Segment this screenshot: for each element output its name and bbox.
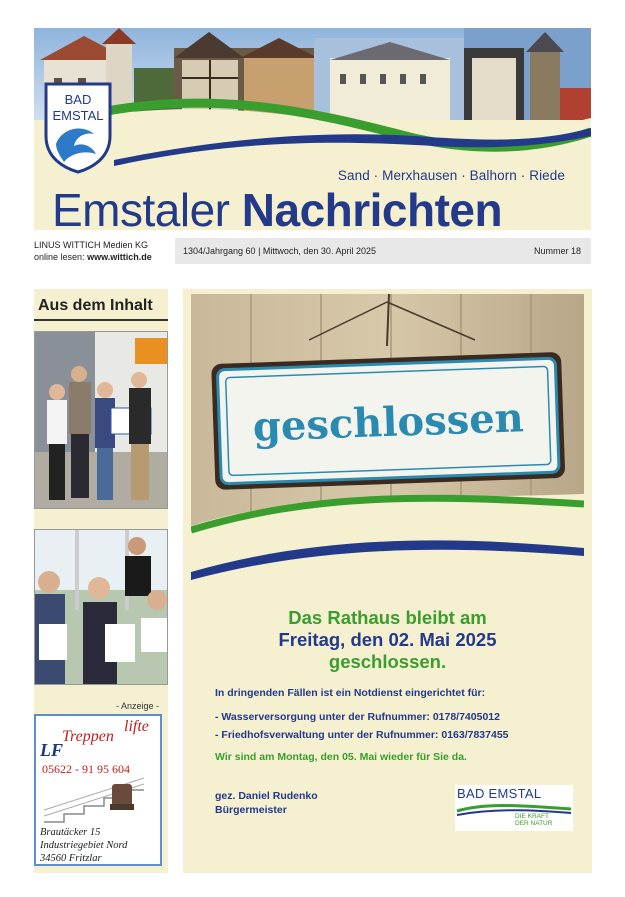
closed-sign-image bbox=[191, 294, 584, 604]
main-article bbox=[183, 289, 592, 873]
sidebar-photo-donation[interactable] bbox=[34, 331, 168, 509]
logo-wave-icon bbox=[455, 801, 573, 817]
online-url-link[interactable]: www.wittich.de bbox=[87, 252, 152, 262]
newspaper-title bbox=[52, 183, 502, 230]
ad-brand-lf: LF bbox=[40, 740, 64, 760]
issue-box bbox=[175, 238, 591, 264]
issue-number: Nummer 18 bbox=[533, 246, 581, 256]
issue-info-bar bbox=[34, 238, 591, 264]
publisher-box bbox=[34, 238, 174, 264]
title-part1: Emstaler bbox=[52, 184, 230, 230]
service-cemetery: - Friedhofsverwaltung unter der Rufnummer: 0163/7837455 bbox=[215, 729, 509, 741]
headline-line3: geschlossen. bbox=[328, 651, 447, 672]
ad-address bbox=[40, 826, 127, 865]
publisher-name: LINUS WITTICH Medien KG bbox=[34, 240, 149, 250]
signature bbox=[215, 789, 318, 817]
village-list: Sand · Merxhausen · Balhorn · Riede bbox=[337, 168, 565, 183]
crest-line1: BAD bbox=[64, 92, 92, 107]
ad-brand-lifte: lifte bbox=[124, 718, 149, 735]
stairlift-illustration bbox=[40, 776, 160, 826]
sign-text: geschlossen bbox=[252, 394, 525, 451]
ad-phone: 05622 - 91 95 604 bbox=[42, 762, 130, 776]
ad-brand-treppen: Treppen bbox=[62, 728, 114, 745]
bad-emstal-logo bbox=[455, 785, 573, 831]
masthead bbox=[34, 28, 591, 230]
ad-address-line: Brautäcker 15 bbox=[40, 827, 101, 838]
title-part2: Nachrichten bbox=[241, 184, 503, 230]
logo-tagline bbox=[515, 813, 552, 827]
treppenlifte-advertisement[interactable] bbox=[34, 714, 162, 866]
online-prefix: online lesen: bbox=[34, 252, 85, 262]
logo-name: BAD EMSTAL bbox=[457, 786, 542, 801]
sidebar-photo-students[interactable] bbox=[34, 529, 168, 685]
issue-info: 1304/Jahrgang 60 | Mittwoch, den 30. April 2025 bbox=[183, 246, 376, 256]
logo-tagline-line: DER NATUR bbox=[515, 820, 553, 827]
headline bbox=[183, 607, 592, 673]
service-water: - Wasserversorgung unter der Rufnummer: 0178/7405012 bbox=[215, 711, 500, 723]
ad-address-line: 34560 Fritzlar bbox=[40, 853, 102, 864]
sign-board bbox=[211, 352, 565, 490]
headline-line1: Das Rathaus bleibt am bbox=[288, 607, 487, 628]
headline-line2: Freitag, den 02. Mai 2025 bbox=[278, 629, 497, 650]
signature-name: gez. Daniel Rudenko bbox=[215, 790, 318, 802]
bad-emstal-crest bbox=[42, 80, 114, 174]
ad-label: - Anzeige - bbox=[116, 701, 160, 711]
crest-line2: EMSTAL bbox=[52, 108, 104, 123]
contents-sidebar bbox=[34, 289, 168, 873]
online-line bbox=[34, 251, 174, 263]
logo-tagline-line: DIE KRAFT bbox=[515, 813, 549, 820]
ad-address-line: Industriegebiet Nord bbox=[40, 840, 128, 851]
sidebar-divider bbox=[34, 319, 168, 321]
reopen-notice: Wir sind am Montag, den 05. Mai wieder für Sie da. bbox=[215, 751, 467, 763]
emergency-notice: In dringenden Fällen ist ein Notdienst eingerichtet für: bbox=[215, 687, 486, 699]
signature-role: Bürgermeister bbox=[215, 804, 287, 816]
sidebar-title: Aus dem Inhalt bbox=[38, 297, 153, 314]
